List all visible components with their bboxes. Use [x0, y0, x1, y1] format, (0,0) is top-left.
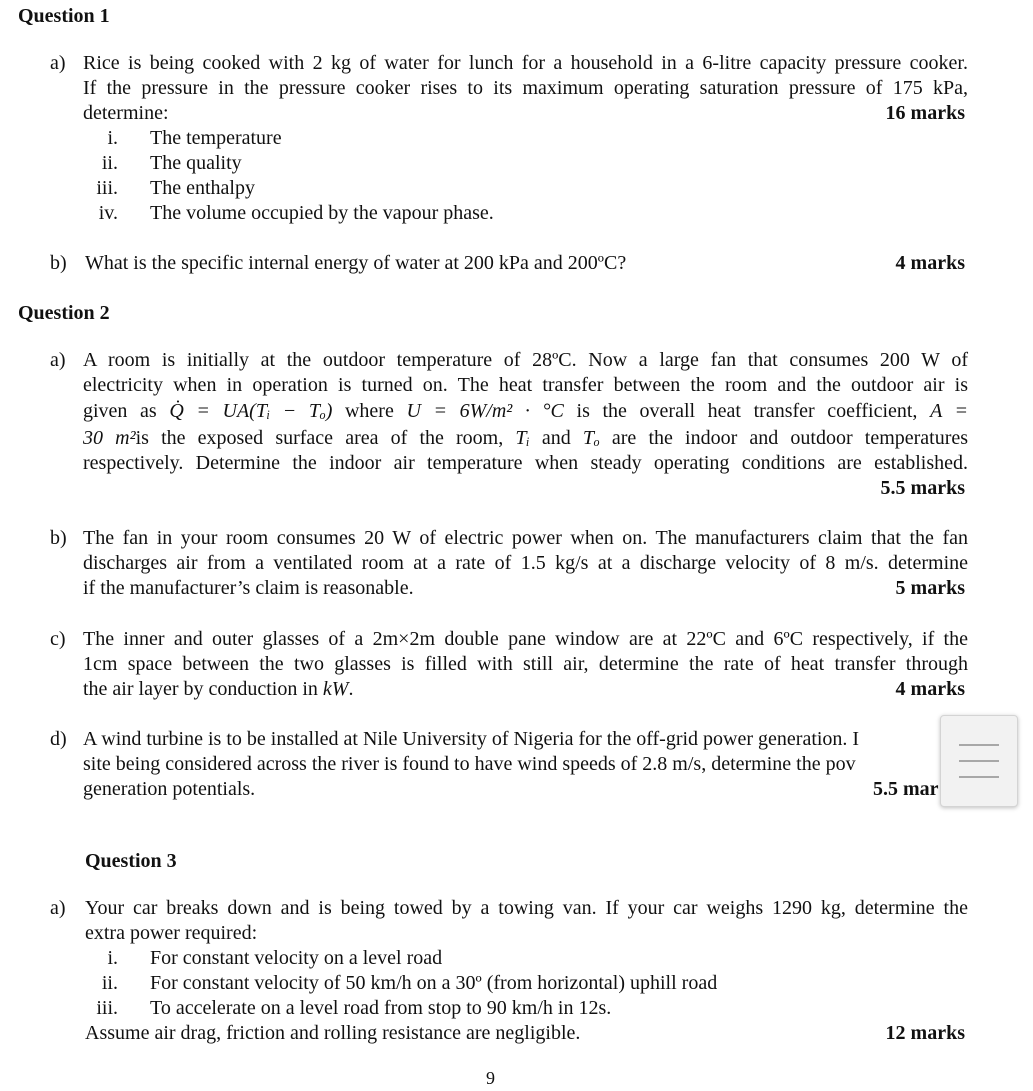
q2a-where: where	[344, 400, 394, 422]
q3a-line-2: extra power required:	[85, 922, 258, 944]
q2d-line-3: generation potentials.	[83, 778, 256, 800]
q1a-label: a)	[50, 52, 66, 74]
q1b-marks: 4 marks	[895, 252, 965, 274]
q2a-line-3	[83, 398, 968, 425]
q1a-item-4-num: iv.	[98, 202, 118, 224]
q3a-line-1: Your car breaks down and is being towed by a towing van. If your car weighs 1290 kg, determine the	[85, 897, 968, 919]
q2a-line-5: respectively. Determine the indoor air temperature when steady operating conditions are established.	[83, 452, 968, 474]
q1a-line-2: If the pressure in the pressure cooker rises to its maximum operating saturation pressure of 175 kPa,	[83, 77, 968, 99]
q2a-line-4	[83, 425, 968, 451]
q1a-item-3-num: iii.	[96, 177, 118, 199]
q2a-temps-description: are the indoor and outdoor temperatures	[611, 427, 969, 449]
q2a-line-2: electricity when in operation is turned on. The heat transfer between the room and the outdoor air is	[83, 374, 968, 396]
q2d-line-1: A wind turbine is to be installed at Nile University of Nigeria for the off-grid power generation. I	[83, 728, 860, 750]
q2b-line-3: if the manufacturer’s claim is reasonable.	[83, 577, 414, 599]
q2a-text	[83, 348, 968, 476]
q2c-line-2: 1cm space between the two glasses is filled with still air, determine the rate of heat transfer through	[83, 653, 968, 675]
q2b-line-2: discharges air from a ventilated room at a rate of 1.5 kg/s at a discharge velocity of 8 m/s. determine	[83, 552, 968, 574]
q2b-label: b)	[50, 527, 67, 549]
q1a-item-3-text: The enthalpy	[150, 177, 255, 199]
q2a-u-description: is the overall heat transfer coefficient,	[576, 400, 918, 422]
q2c-unit: kW	[322, 678, 349, 700]
q3a-text	[85, 896, 968, 946]
q2c-line-3-text: the air layer by conduction in	[83, 678, 318, 700]
q2a-and: and	[541, 427, 571, 449]
q2a-area-value: 30 m²	[83, 427, 136, 449]
q3-title: Question 3	[85, 850, 177, 872]
q1a-item-1-text: The temperature	[150, 127, 282, 149]
q1a-item-2-text: The quality	[150, 152, 242, 174]
q2c-marks: 4 marks	[895, 678, 965, 700]
q1-title: Question 1	[18, 5, 110, 27]
q3a-label: a)	[50, 897, 66, 919]
q2b-marks: 5 marks	[895, 577, 965, 599]
q2d-text	[83, 727, 943, 802]
page-number: 9	[486, 1068, 495, 1088]
q2d-label: d)	[50, 728, 67, 750]
q1a-line-3: determine:	[83, 102, 169, 124]
q3a-assumption: Assume air drag, friction and rolling resistance are negligible.	[85, 1022, 581, 1044]
q1b-label: b)	[50, 252, 67, 274]
q2b-text	[83, 526, 968, 601]
q1b-text: What is the specific internal energy of water at 200 kPa and 200ºC?	[85, 252, 627, 274]
q2a-ti-symbol: Tᵢ	[515, 427, 530, 449]
q2a-to-symbol: Tₒ	[582, 427, 600, 449]
q3a-item-2-num: ii.	[101, 972, 118, 994]
q2a-line-1: A room is initially at the outdoor temperature of 28ºC. Now a large fan that consumes 200 W of	[83, 349, 968, 371]
q3a-item-1-text: For constant velocity on a level road	[150, 947, 443, 969]
q1a-item-2-num: ii.	[101, 152, 118, 174]
q2a-area-symbol: A =	[930, 400, 969, 422]
q2b-line-1: The fan in your room consumes 20 W of electric power when on. The manufacturers claim that the fan	[83, 527, 968, 549]
q2a-heat-equation: Q̇ = UA(Tᵢ − Tₒ)	[169, 400, 333, 422]
q3a-item-3-num: iii.	[96, 997, 118, 1019]
q2d-line-2: site being considered across the river is found to have wind speeds of 2.8 m/s, determine the pov	[83, 753, 856, 775]
q3a-marks: 12 marks	[885, 1022, 965, 1044]
q2-title: Question 2	[18, 302, 110, 324]
q1a-line-1: Rice is being cooked with 2 kg of water for lunch for a household in a 6-litre capacity pressure cooker.	[83, 52, 968, 74]
q2c-line-1: The inner and outer glasses of a 2m×2m double pane window are at 22ºC and 6ºC respectively, if the	[83, 628, 968, 650]
q2a-u-value: U = 6W/m² · °C	[406, 400, 564, 422]
q2a-marks: 5.5 marks	[880, 477, 965, 499]
q1a-item-1-num: i.	[107, 127, 118, 149]
q2c-label: c)	[50, 628, 66, 650]
q2c-line-3-end: .	[348, 678, 354, 700]
q2d-marks: 5.5 mar	[873, 778, 939, 800]
q3a-item-3-text: To accelerate on a level road from stop to 90 km/h in 12s.	[150, 997, 612, 1019]
q1a-marks: 16 marks	[885, 102, 965, 124]
q2a-area-description: is the exposed surface area of the room,	[135, 427, 504, 449]
floating-menu-button[interactable]	[940, 715, 1018, 807]
q2a-given-as: given as	[83, 400, 157, 422]
q2c-line-3	[83, 677, 968, 702]
q2c-text	[83, 627, 968, 702]
q1a-item-4-text: The volume occupied by the vapour phase.	[150, 202, 494, 224]
q3a-item-2-text: For constant velocity of 50 km/h on a 30º (from horizontal) uphill road	[150, 972, 718, 994]
q3a-item-1-num: i.	[107, 947, 118, 969]
q2a-label: a)	[50, 349, 66, 371]
q1a-text	[83, 51, 968, 126]
